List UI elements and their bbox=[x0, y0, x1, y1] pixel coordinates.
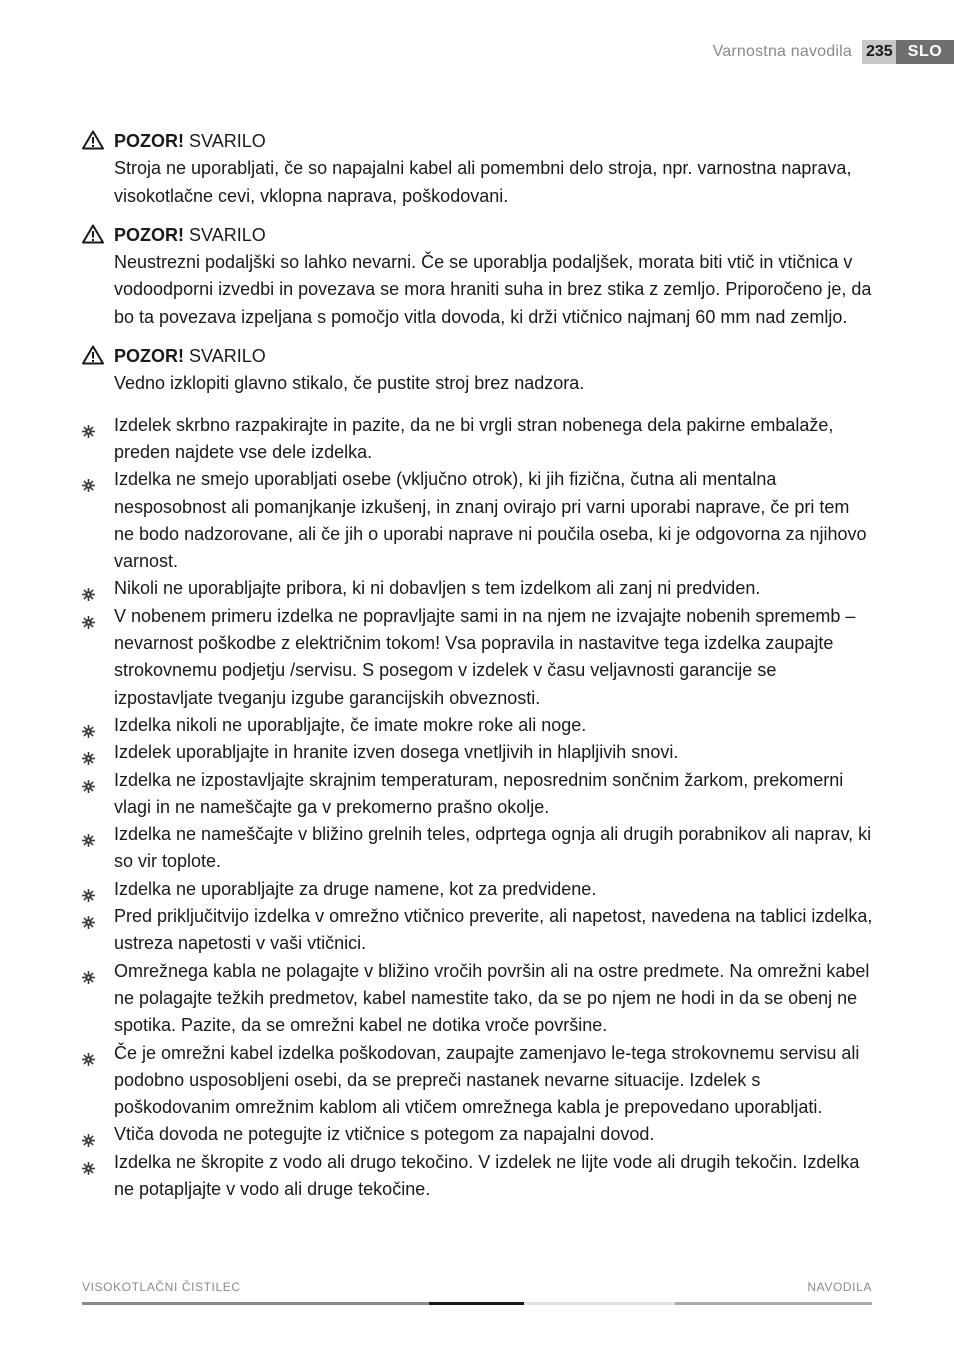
warning-block bbox=[82, 222, 874, 331]
gear-bullet-icon bbox=[82, 1128, 95, 1141]
list-item-text: Izdelka ne nameščajte v bližino grelnih teles, odprtega ognja ali drugih porabnikov ali naprav, ki so vir toplote. bbox=[114, 824, 872, 872]
list-item-text: V nobenem primeru izdelka ne popravljajte sami in na njem ne izvajajte nobenih sprememb – nevarnost poškodbe z električnim tokom! Vsa popravila in nastavitve tega izdelka zaupajte strokovnemu podjetju /servisu. S posegom v izdelek v času veljavnosti garancije se izpostavljate tveganju izgube garancijskih obveznosti. bbox=[114, 605, 856, 708]
list-item bbox=[82, 876, 874, 903]
gear-bullet-icon bbox=[82, 746, 95, 759]
warning-heading bbox=[114, 343, 874, 370]
warning-heading bbox=[114, 128, 874, 155]
gear-bullet-icon bbox=[82, 473, 95, 486]
list-item bbox=[82, 466, 874, 575]
list-item-text: Izdelka ne škropite z vodo ali drugo tekočino. V izdelek ne lijte vode ali drugih tekočin. Izdelka ne potapljajte v vodo ali druge tekočine. bbox=[114, 1151, 860, 1199]
warning-kind: SVARILO bbox=[189, 346, 266, 367]
gear-bullet-icon bbox=[82, 910, 95, 923]
page-content bbox=[82, 128, 874, 1203]
gear-bullet-icon bbox=[82, 719, 95, 732]
section-title: Varnostna navodila bbox=[712, 43, 852, 60]
list-item-text: Omrežnega kabla ne polagajte v bližino vročih površin ali na ostre predmete. Na omrežni kabel ne polagajte težkih predmetov, kabel namestite tako, da se po njem ne hodi in da se obenj ne spotika. Pazite, da se omrežni kabel ne dotika vroče površine. bbox=[114, 960, 870, 1036]
footer-divider-segment bbox=[429, 1302, 524, 1305]
warning-triangle-icon bbox=[82, 224, 104, 244]
list-item bbox=[82, 767, 874, 822]
list-item bbox=[82, 1040, 874, 1122]
list-item-text: Izdelka ne uporabljajte za druge namene, kot za predvidene. bbox=[114, 878, 597, 899]
gear-bullet-icon bbox=[82, 582, 95, 595]
list-item-text: Izdelek skrbno razpakirajte in pazite, da ne bi vrgli stran nobenega dela pakirne embalaže, preden najdete vse dele izdelka. bbox=[114, 414, 834, 462]
warning-kind: SVARILO bbox=[189, 131, 266, 151]
page-number: 235 bbox=[862, 40, 896, 64]
warning-block bbox=[82, 343, 874, 398]
footer-divider bbox=[82, 1302, 872, 1305]
list-item bbox=[82, 739, 874, 766]
list-item-text: Izdelka ne izpostavljajte skrajnim temperaturam, neposrednim sončnim žarkom, prekomerni vlagi in ne nameščajte ga v prekomerno prašno okolje. bbox=[114, 769, 844, 817]
warning-triangle-icon bbox=[82, 345, 104, 365]
warning-heading bbox=[114, 222, 874, 249]
warning-text: Vedno izklopiti glavno stikalo, če pustite stroj brez nadzora. bbox=[114, 373, 585, 394]
gear-bullet-icon bbox=[82, 828, 95, 841]
gear-bullet-icon bbox=[82, 774, 95, 787]
footer-divider-segment bbox=[675, 1302, 872, 1305]
gear-bullet-icon bbox=[82, 965, 95, 978]
list-item-text: Nikoli ne uporabljajte pribora, ki ni dobavljen s tem izdelkom ali zanj ni predviden. bbox=[114, 578, 761, 599]
footer-doc-type: NAVODILA bbox=[807, 1280, 872, 1294]
list-item bbox=[82, 821, 874, 876]
gear-bullet-icon bbox=[82, 1047, 95, 1060]
warning-label: POZOR! bbox=[114, 131, 184, 151]
gear-bullet-icon bbox=[82, 610, 95, 623]
page-header bbox=[713, 40, 954, 64]
list-item-text: Vtiča dovoda ne potegujte iz vtičnice s potegom za napajalni dovod. bbox=[114, 1124, 655, 1145]
list-item bbox=[82, 575, 874, 602]
list-item-text: Izdelka ne smejo uporabljati osebe (vključno otrok), ki jih fizična, čutna ali mentalna nesposobnost ali pomanjkanje izkušenj, in znanj ovirajo pri varni uporabi naprave, če pri tem ne bodo nadzorovane, ali če jih o uporabi naprave ni poučila oseba, ki je odgovorna za njihovo varnost. bbox=[114, 469, 867, 572]
list-item bbox=[82, 1121, 874, 1148]
list-item bbox=[82, 958, 874, 1040]
list-item bbox=[82, 1149, 874, 1204]
warning-kind: SVARILO bbox=[189, 224, 266, 245]
footer-divider-segment bbox=[82, 1302, 429, 1305]
warning-label: POZOR! bbox=[114, 346, 184, 367]
list-item-text: Če je omrežni kabel izdelka poškodovan, zaupajte zamenjavo le-tega strokovnemu servisu ali podobno usposobljeni osebi, da se prepreči nastanek nevarne situacije. Izdelek s poškodovanim omrežnim kablom ali vtičem omrežnega kabla je prepovedano uporabljati. bbox=[114, 1042, 860, 1118]
gear-bullet-icon bbox=[82, 1156, 95, 1169]
list-item bbox=[82, 712, 874, 739]
list-item-text: Izdelka nikoli ne uporabljajte, če imate mokre roke ali noge. bbox=[114, 714, 587, 735]
warnings-list bbox=[82, 128, 874, 398]
warning-label: POZOR! bbox=[114, 224, 184, 245]
warning-block bbox=[82, 128, 874, 210]
gear-bullet-icon bbox=[82, 419, 95, 432]
footer-product-name: VISOKOTLAČNI ČISTILEC bbox=[82, 1280, 241, 1294]
warning-triangle-icon bbox=[82, 130, 104, 150]
list-item bbox=[82, 603, 874, 712]
list-item-text: Pred priključitvijo izdelka v omrežno vtičnico preverite, ali napetost, navedena na tablici izdelka, ustreza napetosti v vaši vtičnici. bbox=[114, 906, 873, 954]
warning-text: Stroja ne uporabljati, če so napajalni kabel ali pomembni delo stroja, npr. varnostna naprava, visokotlačne cevi, vklopna naprava, poškodovani. bbox=[114, 158, 852, 206]
list-item bbox=[82, 903, 874, 958]
list-item bbox=[82, 412, 874, 467]
gear-bullet-icon bbox=[82, 883, 95, 896]
footer-divider-segment bbox=[524, 1302, 675, 1305]
warning-text: Neustrezni podaljški so lahko nevarni. Če se uporablja podaljšek, morata biti vtič in vtičnica v vodoodporni izvedbi in povezava se mora hraniti suha in brez stika z zemljo. Priporočeno je, da bo ta povezava izpeljana s pomočjo vitla dovoda, ki drži vtičnico najmanj 60 mm nad zemljo. bbox=[114, 252, 872, 327]
safety-bullet-list bbox=[82, 412, 874, 1204]
list-item-text: Izdelek uporabljajte in hranite izven dosega vnetljivih in hlapljivih snovi. bbox=[114, 742, 679, 763]
language-badge: SLO bbox=[896, 40, 954, 64]
